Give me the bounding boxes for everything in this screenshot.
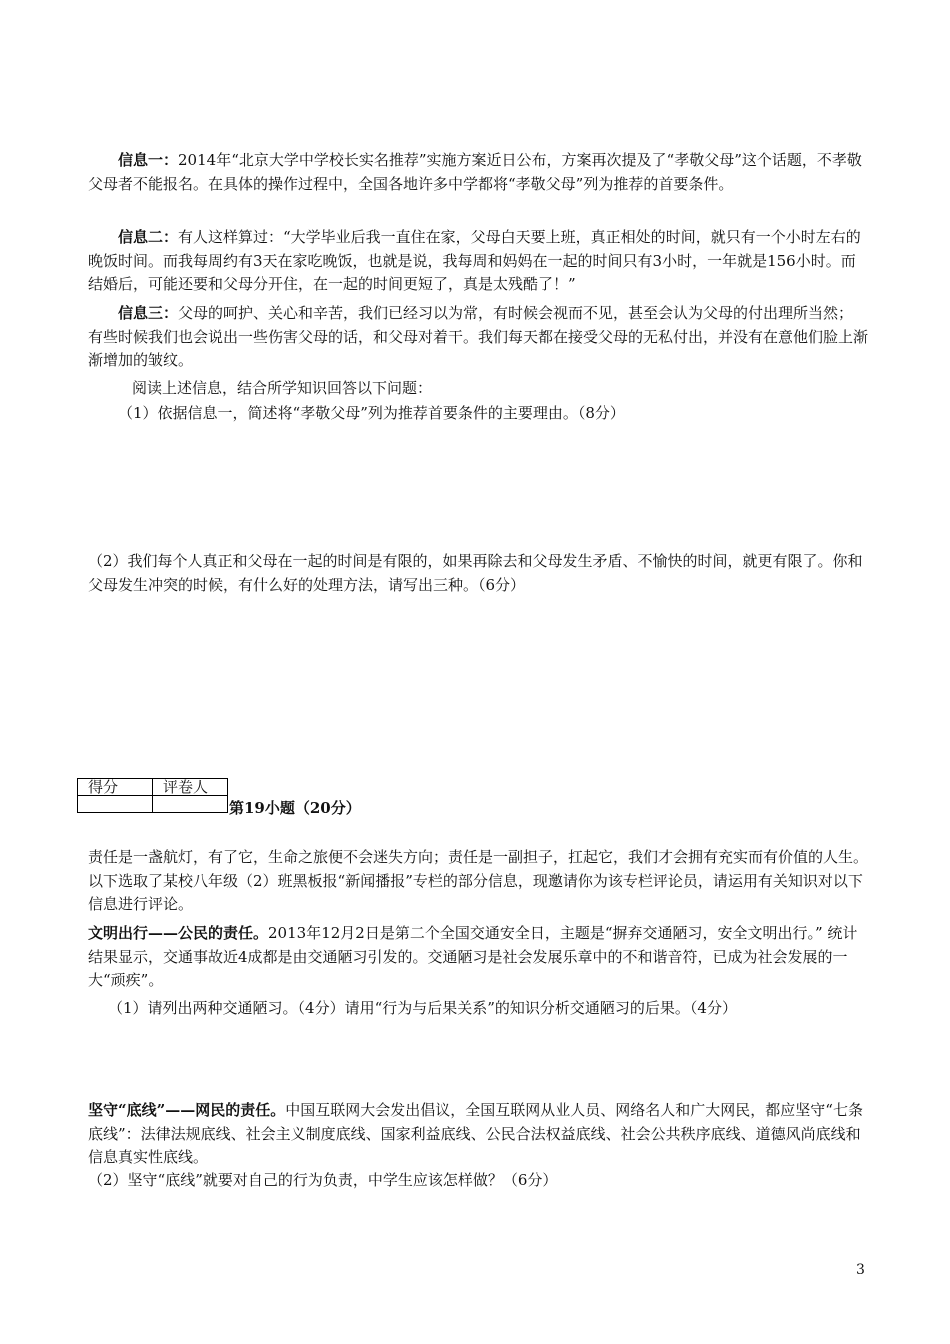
grader-cell[interactable] bbox=[153, 796, 228, 813]
civil-travel-text: 2013年12月2日是第二个全国交通安全日，主题是“摒弃交通陋习，安全文明出行。” 统计结果显示，交通事故近4成都是由交通陋习引发的。交通陋习是社会发展乐章中的不和谐音符，已成为社会发展的一大“顽疾”。 bbox=[88, 924, 858, 989]
netizen-text: 中国互联网大会发出倡议，全国互联网从业人员、网络名人和广大网民，都应坚守“七条底线”：法律法规底线、社会主义制度底线、国家利益底线、公民合法权益底线、社会公共秩序底线、道德风尚底线和信息真实性底线。 bbox=[88, 1101, 863, 1166]
info-2-label: 信息二： bbox=[118, 228, 179, 246]
info-1-text: 2014年“北京大学中学校长实名推荐”实施方案近日公布，方案再次提及了“孝敬父母”这个话题，不孝敬父母者不能报名。在具体的操作过程中，全国各地许多中学都将“孝敬父母”列为推荐的首要条件。 bbox=[88, 151, 862, 193]
info-1-paragraph bbox=[88, 149, 868, 196]
question-19-title: 第19小题（20分） bbox=[229, 799, 361, 817]
question-19-1: （1）请列出两种交通陋习。（4分）请用“行为与后果关系”的知识分析交通陋习的后果。（4分） bbox=[108, 999, 737, 1017]
info-3-label: 信息三： bbox=[118, 304, 179, 322]
score-header: 得分 bbox=[78, 779, 153, 796]
netizen-label: 坚守“底线”——网民的责任。 bbox=[88, 1101, 286, 1119]
info-1-label: 信息一： bbox=[118, 151, 179, 169]
netizen-paragraph bbox=[88, 1099, 868, 1170]
question-19-2: （2）坚守“底线”就要对自己的行为负责，中学生应该怎样做？（6分） bbox=[88, 1171, 558, 1189]
question-19-intro: 责任是一盏航灯，有了它，生命之旅便不会迷失方向；责任是一副担子，扛起它，我们才会拥有充实而有价值的人生。以下选取了某校八年级（2）班黑板报“新闻播报”专栏的部分信息，现邀请你为该专栏评论员，请运用有关知识对以下信息进行评论。 bbox=[88, 848, 869, 913]
question-18-2: （2）我们每个人真正和父母在一起的时间是有限的，如果再除去和父母发生矛盾、不愉快的时间，就更有限了。你和父母发生冲突的时候，有什么好的处理方法，请写出三种。（6分） bbox=[88, 552, 863, 594]
info-2-text: 有人这样算过：“大学毕业后我一直住在家，父母白天要上班，真正相处的时间，就只有一个小时左右的晚饭时间。而我每周约有3天在家吃晚饭，也就是说，我每周和妈妈在一起的时间只有3小时，一年就是156小时。而结婚后，可能还要和父母分开住，在一起的时间更短了，真是太残酷了！” bbox=[88, 228, 861, 293]
grader-header: 评卷人 bbox=[153, 779, 228, 796]
info-3-text: 父母的呵护、关心和辛苦，我们已经习以为常，有时候会视而不见，甚至会认为父母的付出理所当然；有些时候我们也会说出一些伤害父母的话，和父母对着干。我们每天都在接受父母的无私付出，并没有在意他们脸上渐渐增加的皱纹。 bbox=[88, 304, 869, 369]
score-cell[interactable] bbox=[78, 796, 153, 813]
info-2-paragraph bbox=[88, 226, 868, 297]
info-3-paragraph bbox=[88, 302, 868, 373]
instruction: 阅读上述信息，结合所学知识回答以下问题： bbox=[132, 379, 433, 397]
score-table bbox=[77, 778, 228, 813]
question-18-1: （1）依据信息一，简述将“孝敬父母”列为推荐首要条件的主要理由。（8分） bbox=[118, 404, 625, 422]
civil-travel-paragraph bbox=[88, 922, 868, 993]
civil-travel-label: 文明出行——公民的责任。 bbox=[88, 924, 269, 942]
page-number: 3 bbox=[856, 1262, 865, 1278]
